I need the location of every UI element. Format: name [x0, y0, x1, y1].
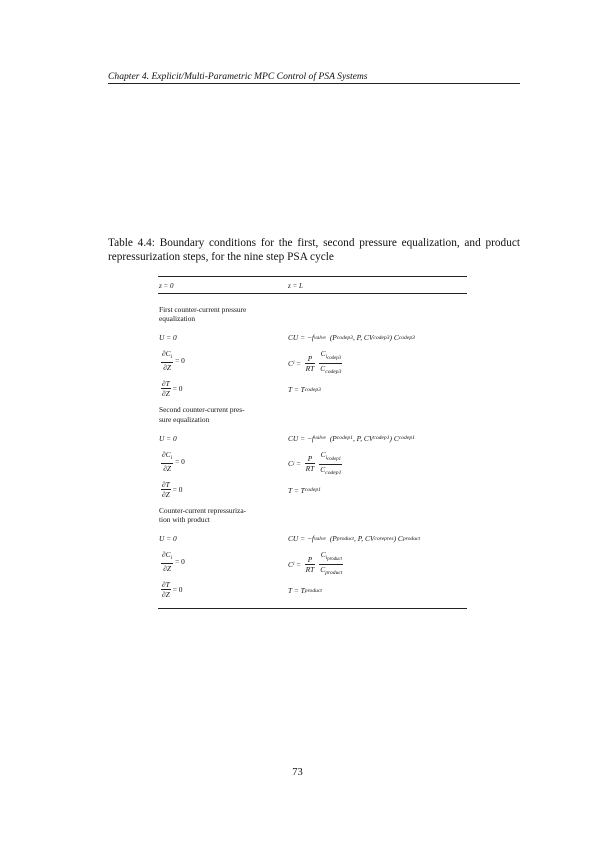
column-header-row [158, 277, 467, 293]
table-row: $\frac{\partial T}{\partial Z}$ = 0 T = T codep1 [162, 479, 321, 499]
column-header-zL: z = L [288, 282, 303, 290]
table-caption: Table 4.4: Boundary conditions for the first, second pressure equalization, and product repressurization steps, for the nine step PSA cycle [108, 237, 520, 263]
table-row: $\frac{\partial C_i}{\partial Z}$ = 0 C i = $\frac{P}{RT}$ $\frac{C_{i_{product}}}{C_{product}}$ [162, 550, 343, 577]
table-row: $\frac{\partial C_i}{\partial Z}$ = 0 C i = $\frac{P}{RT}$ $\frac{C_{i_{codep1}}}{C_{codep1}}$ [162, 449, 342, 476]
page-number: 73 [292, 767, 303, 778]
table-row: $\frac{\partial T}{\partial Z}$ = 0 T = T codep3 [162, 379, 321, 399]
section-title: First counter-current pressure equalization [159, 305, 247, 324]
table-row: $\frac{\partial C_i}{\partial Z}$ = 0 C i = $\frac{P}{RT}$ $\frac{C_{i_{codep3}}}{C_{codep3}}$ [162, 349, 342, 376]
boundary-conditions-table [158, 276, 467, 609]
table-row: U = 0 CU = −f valve (P codep1 , P, CV codep1 ) C codep1 [159, 433, 415, 443]
table-row: $\frac{\partial T}{\partial Z}$ = 0 T = T product [162, 580, 322, 600]
section-title: Second counter-current pres- sure equalization [159, 405, 245, 424]
table-row: U = 0 CU = −f valve (P codep3 , P, CV codep3 ) C codep3 [159, 333, 415, 343]
header-rule [108, 83, 520, 84]
bottom-rule [158, 608, 467, 609]
running-head: Chapter 4. Explicit/Multi-Parametric MPC Control of PSA Systems [108, 71, 368, 82]
section-title: Counter-current repressuriza- tion with product [159, 505, 247, 525]
table-row: U = 0 CU = −f valve (P product , P, CV corepres ) C product [159, 534, 421, 544]
column-header-z0: z = 0 [159, 282, 174, 290]
